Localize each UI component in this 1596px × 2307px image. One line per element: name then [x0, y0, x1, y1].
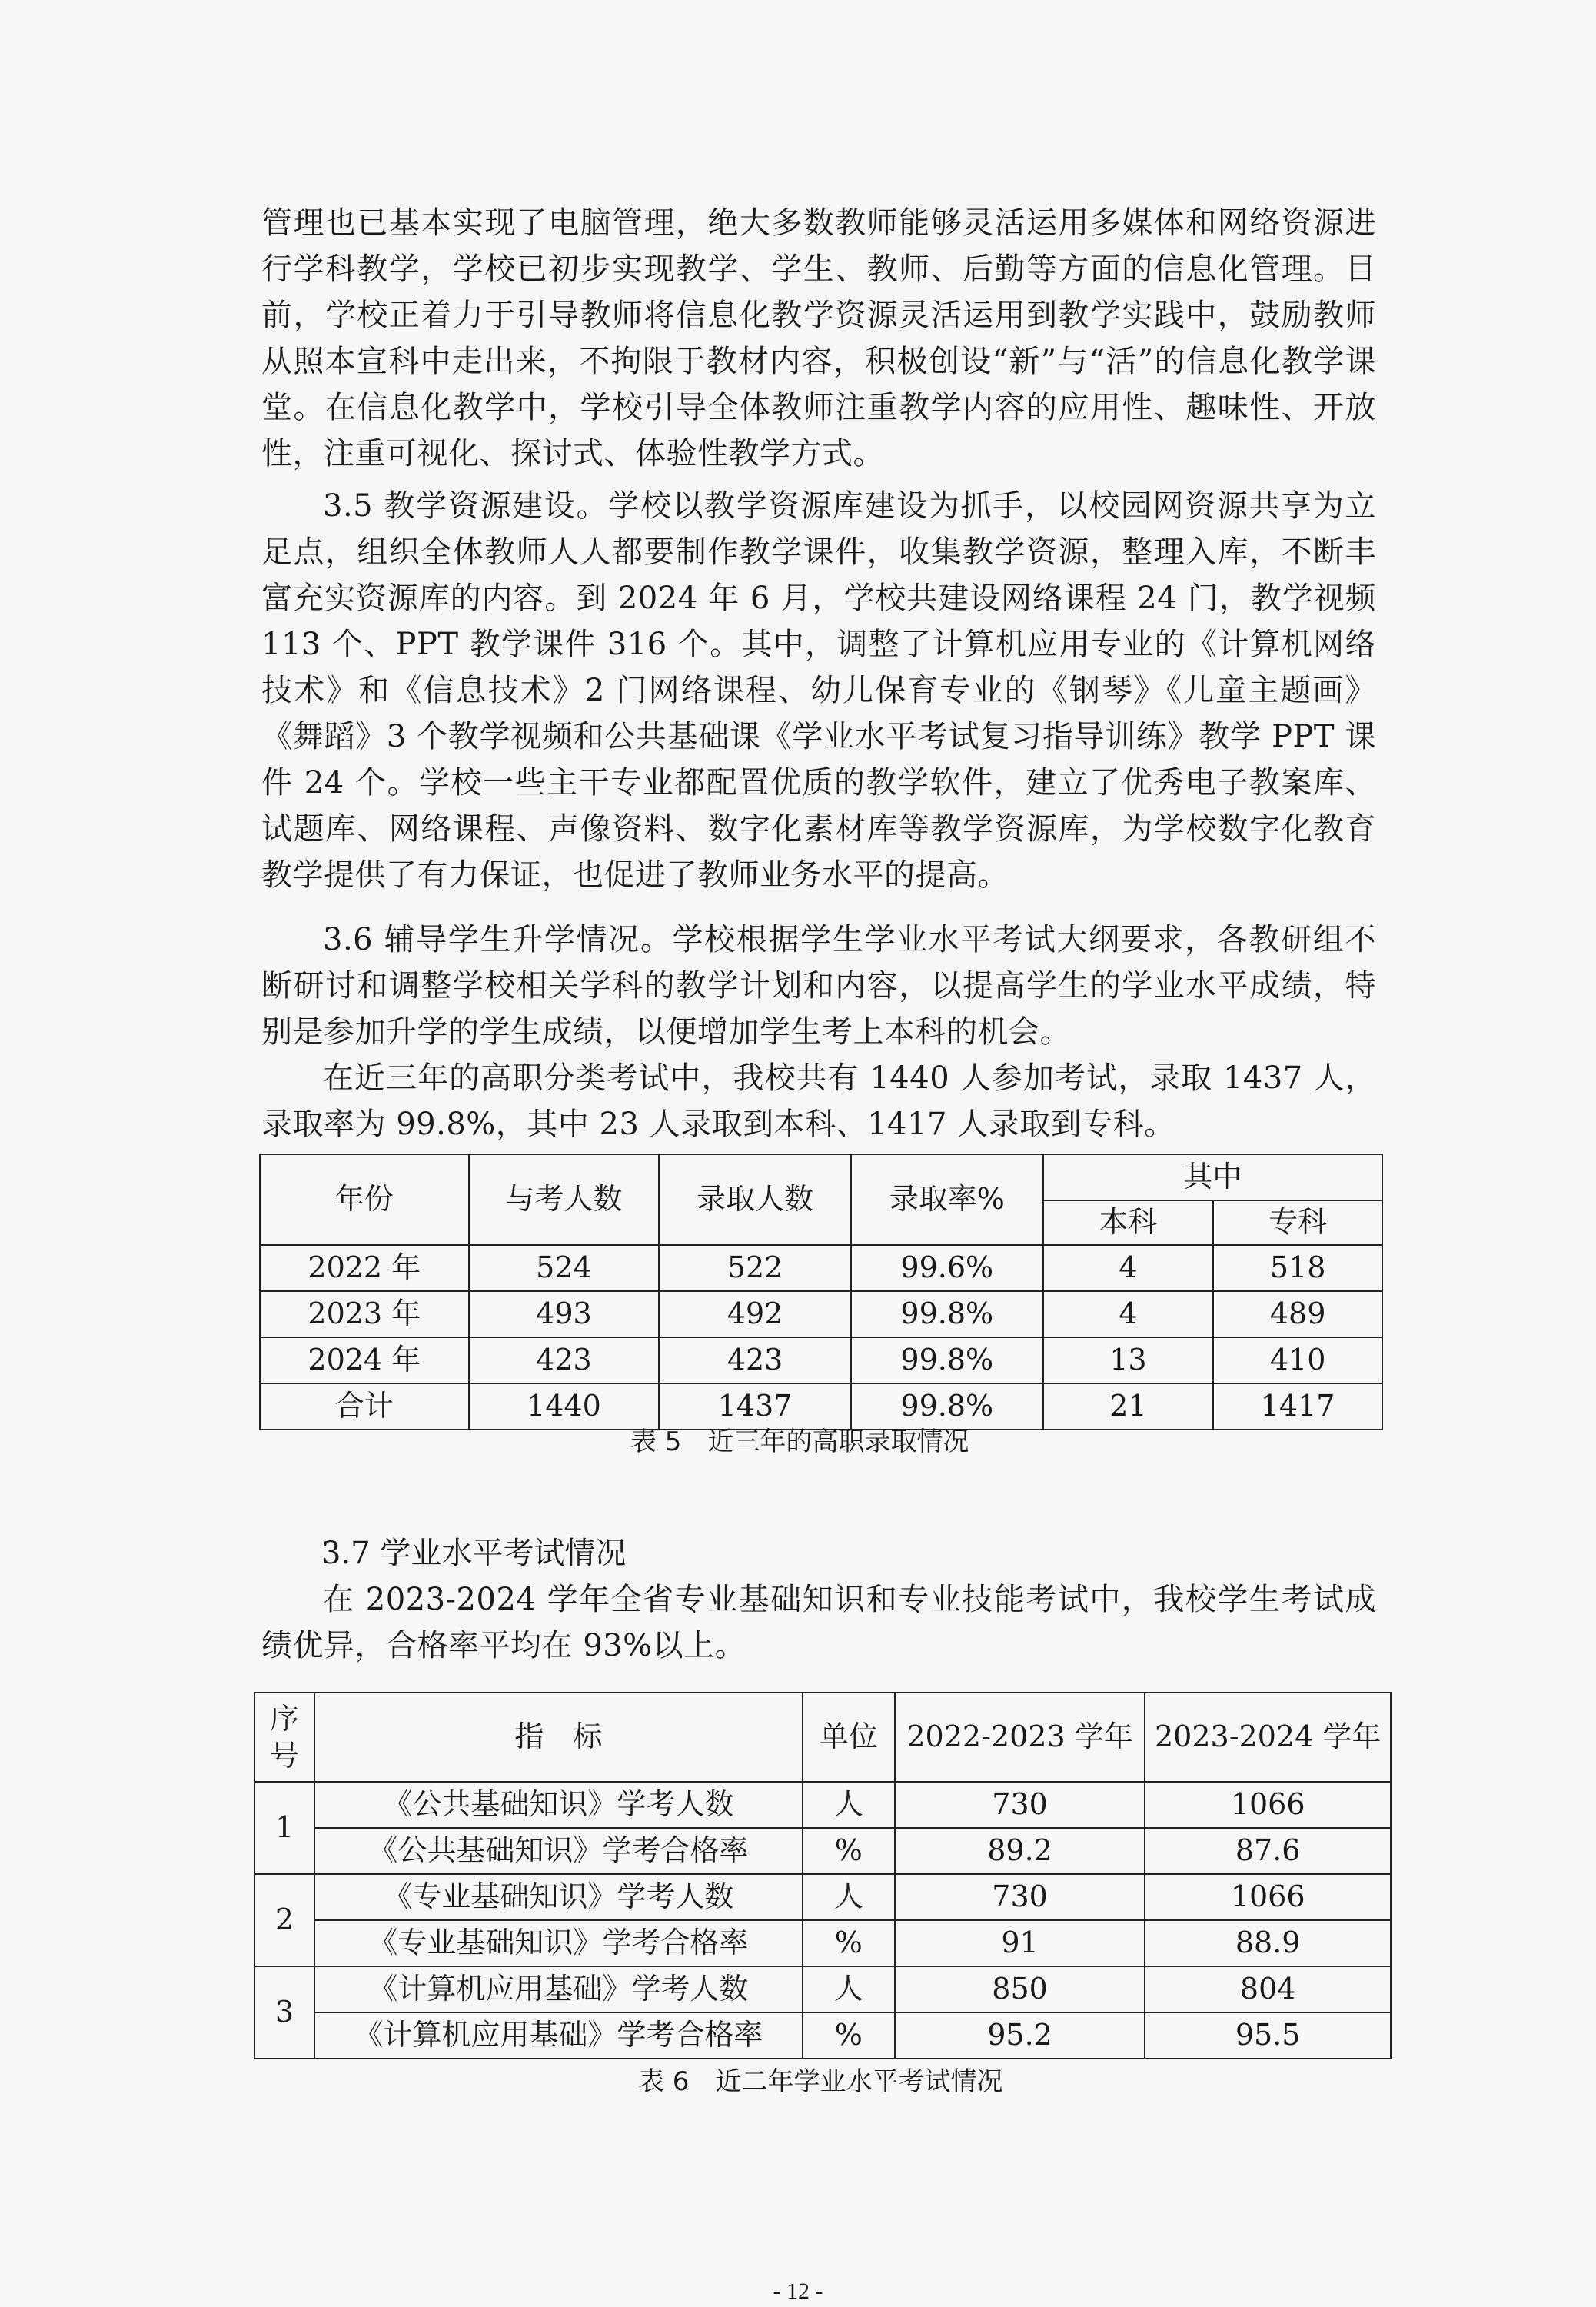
cell-rate: 99.8%	[851, 1291, 1043, 1337]
cell-college: 489	[1213, 1291, 1382, 1337]
cell-unit: %	[803, 2012, 895, 2059]
cell-year-1: 89.2	[895, 1828, 1145, 1874]
header-admitted: 录取人数	[659, 1154, 851, 1245]
cell-unit: 人	[803, 1782, 895, 1828]
cell-rate: 99.8%	[851, 1383, 1043, 1430]
cell-college: 1417	[1213, 1383, 1382, 1430]
cell-indicator: 《计算机应用基础》学考合格率	[314, 2012, 803, 2059]
cell-college: 518	[1213, 1245, 1382, 1291]
section-heading-3-7: 3.7 学业水平考试情况	[321, 1536, 627, 1571]
cell-bachelor: 4	[1043, 1245, 1214, 1291]
table-row	[260, 1337, 1382, 1383]
header-no	[254, 1693, 314, 1782]
cell-year-2: 1066	[1145, 1782, 1391, 1828]
cell-participants: 493	[469, 1291, 660, 1337]
cell-participants: 524	[469, 1245, 660, 1291]
table-row-total	[260, 1383, 1382, 1430]
cell-bachelor: 21	[1043, 1383, 1214, 1430]
cell-college: 410	[1213, 1337, 1382, 1383]
cell-indicator: 《专业基础知识》学考人数	[314, 1874, 803, 1920]
paragraph-admission-summary: 在近三年的高职分类考试中，我校共有 1440 人参加考试，录取 1437 人，录取率为 99.8%，其中 23 人录取到本科、1417 人录取到专科。	[261, 1060, 1376, 1142]
header-year-2: 2023-2024 学年	[1145, 1693, 1391, 1782]
cell-year-2: 87.6	[1145, 1828, 1391, 1874]
cell-rate: 99.6%	[851, 1245, 1043, 1291]
table-row	[254, 1874, 1391, 1920]
cell-year: 2022 年	[260, 1245, 469, 1291]
cell-year: 合计	[260, 1383, 469, 1430]
header-rate: 录取率%	[851, 1154, 1043, 1245]
cell-bachelor: 4	[1043, 1291, 1214, 1337]
cell-no: 1	[254, 1782, 314, 1874]
table5-caption: 表 5 近三年的高职录取情况	[630, 1426, 969, 1457]
cell-year-2: 95.5	[1145, 2012, 1391, 2059]
cell-year-2: 1066	[1145, 1874, 1391, 1920]
table-proficiency-exam	[254, 1692, 1392, 2059]
cell-year: 2023 年	[260, 1291, 469, 1337]
header-college: 专科	[1213, 1200, 1382, 1245]
cell-indicator: 《计算机应用基础》学考人数	[314, 1966, 803, 2012]
cell-bachelor: 13	[1043, 1337, 1214, 1383]
cell-no: 2	[254, 1874, 314, 1966]
header-of-which: 其中	[1043, 1154, 1382, 1200]
header-indicator: 指 标	[314, 1693, 803, 1782]
cell-unit: %	[803, 1828, 895, 1874]
cell-year-2: 804	[1145, 1966, 1391, 2012]
cell-indicator: 《公共基础知识》学考合格率	[314, 1828, 803, 1874]
cell-year-1: 730	[895, 1782, 1145, 1828]
cell-unit: 人	[803, 1966, 895, 2012]
table6-caption: 表 6 近二年学业水平考试情况	[638, 2066, 1003, 2097]
table-row	[260, 1291, 1382, 1337]
table-admission	[259, 1154, 1383, 1430]
header-no-text: 序号	[269, 1702, 299, 1773]
cell-indicator: 《公共基础知识》学考人数	[314, 1782, 803, 1828]
table-row	[254, 1782, 1391, 1828]
paragraph-exam-results: 在 2023-2024 学年全省专业基础知识和专业技能考试中，我校学生考试成绩优异，合格率平均在 93%以上。	[261, 1582, 1376, 1663]
table-row	[254, 1966, 1391, 2012]
paragraph-further-study: 3.6 辅导学生升学情况。学校根据学生学业水平考试大纲要求，各教研组不断研讨和调整学校相关学科的教学计划和内容，以提高学生的学业水平成绩，特别是参加升学的学生成绩，以便增加学生考上本科的机会。	[261, 922, 1376, 1050]
page-number: - 12 -	[773, 2279, 823, 2304]
cell-year-1: 850	[895, 1966, 1145, 2012]
cell-year-1: 95.2	[895, 2012, 1145, 2059]
cell-admitted: 423	[659, 1337, 851, 1383]
paragraph-teaching-resources: 3.5 教学资源建设。学校以教学资源库建设为抓手，以校园网资源共享为立足点，组织全体教师人人都要制作教学课件，收集教学资源，整理入库，不断丰富充实资源库的内容。到 2024 年 6 月，学校共建设网络课程 24 门，教学视频 113 个、PPT 教学课件 316 个。其中，调整了计算机应用专业的《计算机网络技术》和《信息技术》2 门网络课程、幼儿保育专业的《钢琴》《儿童主题画》《舞蹈》3 个教学视频和公共基础课《学业水平考试复习指导训练》教学 PPT 课件 24 个。学校一些主干专业都配置优质的教学软件，建立了优秀电子教案库、试题库、网络课程、声像资料、数字化素材库等教学资源库，为学校数字化教育教学提供了有力保证，也促进了教师业务水平的提高。	[261, 488, 1376, 893]
cell-year-2: 88.9	[1145, 1920, 1391, 1966]
cell-unit: 人	[803, 1874, 895, 1920]
cell-participants: 423	[469, 1337, 660, 1383]
table-row	[260, 1245, 1382, 1291]
header-year: 年份	[260, 1154, 469, 1245]
cell-participants: 1440	[469, 1383, 660, 1430]
cell-rate: 99.8%	[851, 1337, 1043, 1383]
cell-admitted: 492	[659, 1291, 851, 1337]
cell-year-1: 730	[895, 1874, 1145, 1920]
table-row	[254, 2012, 1391, 2059]
table-row	[254, 1920, 1391, 1966]
cell-indicator: 《专业基础知识》学考合格率	[314, 1920, 803, 1966]
header-bachelor: 本科	[1043, 1200, 1214, 1245]
cell-unit: %	[803, 1920, 895, 1966]
cell-admitted: 522	[659, 1245, 851, 1291]
header-unit: 单位	[803, 1693, 895, 1782]
cell-no: 3	[254, 1966, 314, 2059]
cell-year-1: 91	[895, 1920, 1145, 1966]
cell-admitted: 1437	[659, 1383, 851, 1430]
header-participants: 与考人数	[469, 1154, 660, 1245]
table-row	[254, 1828, 1391, 1874]
cell-year: 2024 年	[260, 1337, 469, 1383]
header-year-1: 2022-2023 学年	[895, 1693, 1145, 1782]
paragraph-informatization: 管理也已基本实现了电脑管理，绝大多数教师能够灵活运用多媒体和网络资源进行学科教学，学校已初步实现教学、学生、教师、后勤等方面的信息化管理。目前，学校正着力于引导教师将信息化教学资源灵活运用到教学实践中，鼓励教师从照本宣科中走出来，不拘限于教材内容，积极创设“新”与“活”的信息化教学课堂。在信息化教学中，学校引导全体教师注重教学内容的应用性、趣味性、开放性，注重可视化、探讨式、体验性教学方式。	[261, 205, 1376, 471]
